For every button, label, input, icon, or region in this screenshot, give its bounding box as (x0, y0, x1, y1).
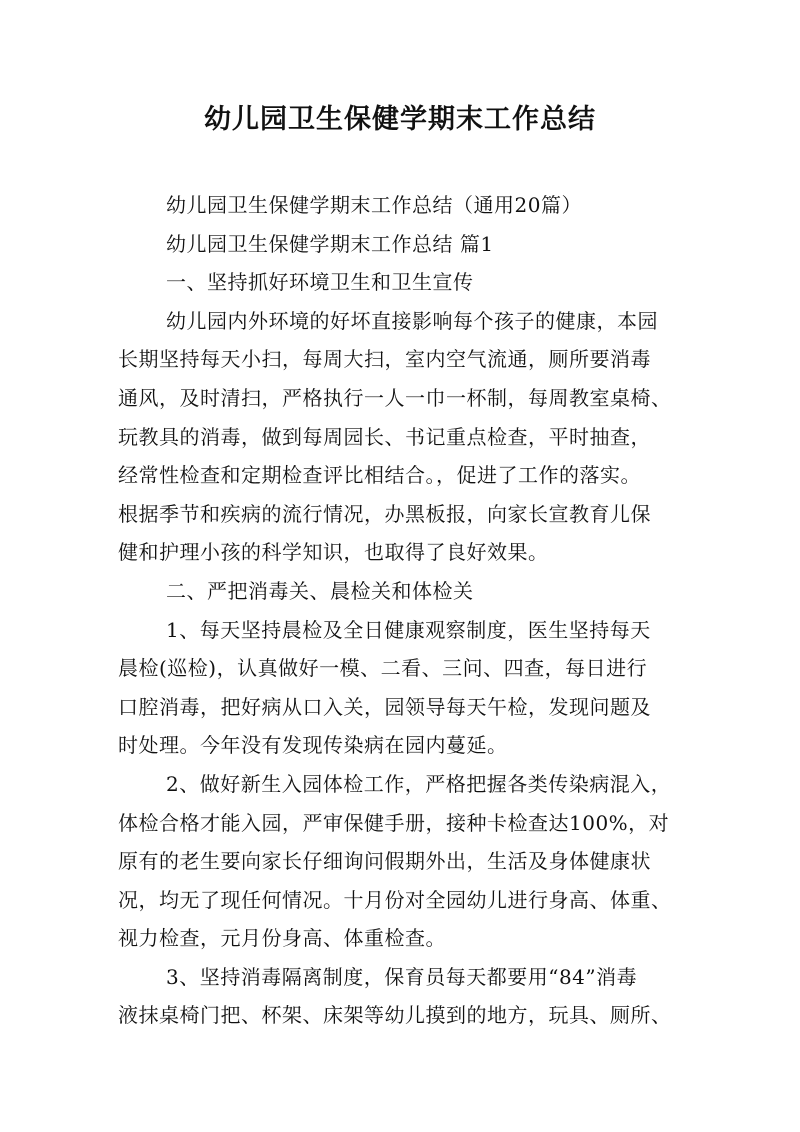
subtitle-line: 幼儿园卫生保健学期末工作总结（通用20篇） (166, 193, 582, 217)
paragraph-line: 2、做好新生入园体检工作，严格把握各类传染病混入， (166, 771, 672, 796)
paragraph-line: 健和护理小孩的科学知识，也取得了良好效果。 (118, 540, 549, 565)
paragraph-line: 通风，及时清扫，严格执行一人一巾一杯制，每周教室桌椅、 (118, 385, 672, 410)
document-body (118, 186, 693, 1035)
paragraph-line: 原有的老生要向家长仔细询问假期外出，生活及身体健康状 (118, 849, 651, 874)
paragraph-line: 长期坚持每天小扫，每周大扫，室内空气流通，厕所要消毒 (118, 347, 651, 372)
paragraph-line: 时处理。今年没有发现传染病在园内蔓延。 (118, 733, 508, 758)
paragraph-line: 3、坚持消毒隔离制度，保育员每天都要用“84”消毒 (166, 964, 638, 989)
paragraph-line: 玩教具的消毒，做到每周园长、书记重点检查，平时抽查， (118, 424, 651, 449)
paragraph-line: 幼儿园内外环境的好坏直接影响每个孩子的健康，本园 (166, 308, 658, 333)
heading-1: 一、坚持抓好环境卫生和卫生宣传 (166, 270, 474, 295)
heading-2: 二、严把消毒关、晨检关和体检关 (166, 578, 474, 603)
section-heading: 幼儿园卫生保健学期末工作总结 篇1 (166, 231, 494, 256)
page-title: 幼儿园卫生保健学期末工作总结 (204, 104, 596, 135)
paragraph-line: 视力检查，元月份身高、体重检查。 (118, 926, 446, 951)
paragraph-line: 液抹桌椅门把、杯架、床架等幼儿摸到的地方，玩具、厕所、 (118, 1003, 672, 1028)
paragraph-line: 1、每天坚持晨检及全日健康观察制度，医生坚持每天 (166, 617, 651, 642)
paragraph-line: 晨检(巡检)，认真做好一模、二看、三问、四查，每日进行 (118, 656, 648, 681)
paragraph-line: 体检合格才能入园，严审保健手册，接种卡检查达100%，对 (118, 810, 670, 835)
paragraph-line: 口腔消毒，把好病从口入关，园领导每天午检，发现问题及 (118, 694, 651, 719)
paragraph-line: 经常性检查和定期检查评比相结合。，促进了工作的落实。 (118, 463, 641, 488)
paragraph-line: 况，均无了现任何情况。十月份对全园幼儿进行身高、体重、 (118, 887, 672, 912)
paragraph-line: 根据季节和疾病的流行情况，办黑板报，向家长宣教育儿保 (118, 501, 651, 526)
